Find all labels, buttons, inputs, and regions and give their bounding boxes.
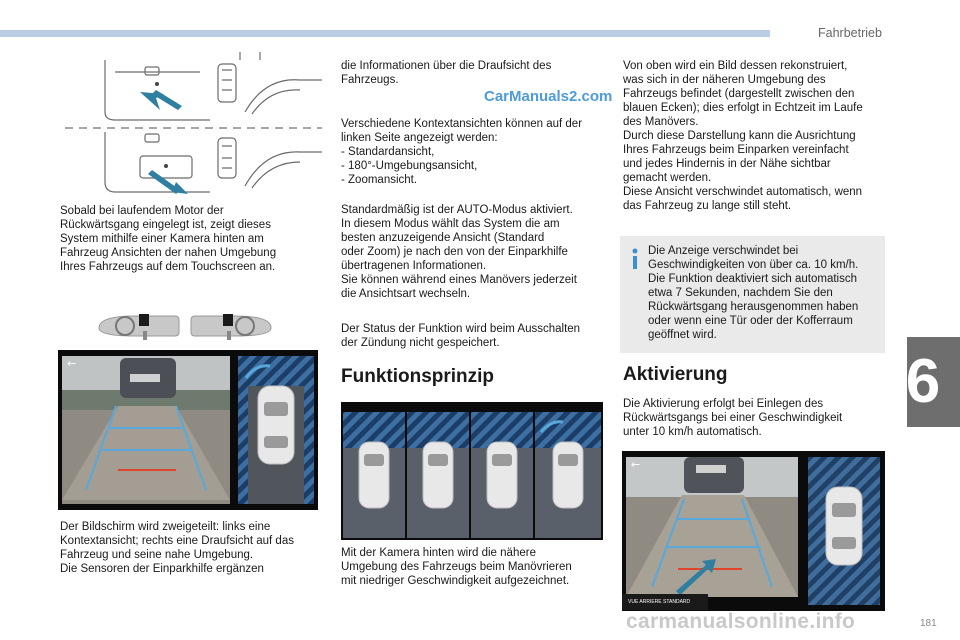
text-line: mit niedriger Geschwindigkeit aufgezeichnet. bbox=[341, 575, 570, 587]
views-list-paragraph bbox=[341, 117, 603, 187]
text-line: geöffnet wird. bbox=[648, 329, 717, 341]
text-line: die Ansichtsart wechseln. bbox=[341, 288, 471, 300]
text-line: Geschwindigkeiten von über ca. 10 km/h. bbox=[648, 259, 859, 271]
text-line: etwa 7 Sekunden, nachdem Sie den bbox=[648, 287, 833, 299]
list-item: - Standardansicht, bbox=[341, 146, 435, 158]
text-line: des Manövers. bbox=[623, 116, 699, 128]
text-line: übertragenen Informationen. bbox=[341, 260, 487, 272]
header-accent-bar bbox=[0, 30, 770, 37]
camera-recording-paragraph bbox=[341, 546, 603, 588]
text-line: Fahrzeug und seine nahe Umgebung. bbox=[60, 549, 254, 561]
text-line: Ihres Fahrzeugs auf dem Touchscreen an. bbox=[60, 261, 276, 273]
text-line: die Informationen über die Draufsicht des bbox=[341, 60, 552, 72]
svg-text:←: ← bbox=[631, 458, 641, 471]
text-line: Verschiedene Kontextansichten können auf der bbox=[341, 118, 583, 130]
text-line: Die Funktion deaktiviert sich automatisch bbox=[648, 273, 858, 285]
reconstruction-paragraph bbox=[623, 59, 885, 213]
svg-text:←: ← bbox=[67, 357, 77, 370]
text-line: und jedes Hindernis in der Nähe sichtbar bbox=[623, 158, 831, 170]
text-line: Fahrzeugs. bbox=[341, 74, 399, 86]
info-icon bbox=[628, 248, 642, 270]
van-rear-camera-illustration bbox=[60, 52, 322, 198]
text-line: Fahrzeugs befindet (dargestellt zwischen den bbox=[623, 88, 855, 100]
camera-display-screen bbox=[58, 350, 318, 510]
text-line: Die Anzeige verschwindet bei bbox=[648, 245, 799, 257]
text-line: oder wenn eine Tür oder der Kofferraum bbox=[648, 315, 853, 327]
text-line: In diesem Modus wählt das System die am bbox=[341, 218, 560, 230]
activation-display-screen bbox=[622, 451, 885, 611]
footer-watermark: carmanualsonline.info bbox=[626, 610, 856, 633]
heading-aktivierung: Aktivierung bbox=[623, 364, 728, 385]
text-line: Standardmäßig ist der AUTO-Modus aktiviert. bbox=[341, 204, 573, 216]
text-line: was sich in der näheren Umgebung des bbox=[623, 74, 826, 86]
watermark-text: CarManuals2.com bbox=[484, 88, 613, 105]
section-title: Fahrbetrieb bbox=[818, 26, 882, 40]
text-line: oder Zoom) je nach den von der Einparkhilfe bbox=[341, 246, 568, 258]
intro-paragraph bbox=[60, 204, 320, 274]
activation-paragraph bbox=[623, 397, 885, 439]
steering-camera-icons bbox=[95, 306, 275, 346]
auto-mode-paragraph bbox=[341, 203, 603, 301]
text-line: Mit der Kamera hinten wird die nähere bbox=[341, 547, 536, 559]
text-line: das Fahrzeug zu lange still steht. bbox=[623, 200, 792, 212]
chapter-number: 6 bbox=[905, 347, 941, 416]
page-number: 181 bbox=[920, 618, 937, 629]
text-line: Rückwärtsgang eingelegt ist, zeigt dieses bbox=[60, 219, 271, 231]
text-line: Die Sensoren der Einparkhilfe ergänzen bbox=[60, 563, 264, 575]
continued-paragraph bbox=[341, 59, 603, 87]
text-line: Von oben wird ein Bild dessen rekonstruiert, bbox=[623, 60, 848, 72]
text-line: Sie können während eines Manövers jederzeit bbox=[341, 274, 577, 286]
text-line: besten anzuzeigende Ansicht (Standard bbox=[341, 232, 545, 244]
text-line: Der Status der Funktion wird beim Ausschalten bbox=[341, 323, 581, 335]
screen-view-label: VUE ARRIERE STANDARD bbox=[628, 599, 691, 605]
info-text bbox=[648, 244, 880, 342]
split-screen-paragraph bbox=[60, 520, 325, 576]
text-line: unter 10 km/h automatisch. bbox=[623, 426, 762, 438]
text-line: Rückwärtsgang herausgenommen haben bbox=[648, 301, 859, 313]
text-line: der Zündung nicht gespeichert. bbox=[341, 337, 500, 349]
list-item: - Zoomansicht. bbox=[341, 174, 418, 186]
text-line: Sobald bei laufendem Motor der bbox=[60, 205, 224, 217]
text-line: Rückwärtsgangs bei einer Geschwindigkeit bbox=[623, 412, 843, 424]
top-view-sequence-image bbox=[341, 402, 603, 540]
status-paragraph bbox=[341, 322, 603, 350]
text-line: System mithilfe einer Kamera hinten am bbox=[60, 233, 264, 245]
list-item: - 180°-Umgebungsansicht, bbox=[341, 160, 478, 172]
info-box bbox=[620, 236, 885, 353]
text-line: Der Bildschirm wird zweigeteilt: links eine bbox=[60, 521, 271, 533]
text-line: Ihres Fahrzeugs beim Einparken vereinfacht bbox=[623, 144, 849, 156]
text-line: blauen Ecken); dies erfolgt in Echtzeit im Laufe bbox=[623, 102, 863, 114]
text-line: gemacht werden. bbox=[623, 172, 712, 184]
text-line: Kontextansicht; rechts eine Draufsicht auf das bbox=[60, 535, 294, 547]
text-line: Diese Ansicht verschwindet automatisch, wenn bbox=[623, 186, 863, 198]
heading-funktionsprinzip: Funktionsprinzip bbox=[341, 366, 495, 387]
text-line: linken Seite angezeigt werden: bbox=[341, 132, 498, 144]
text-line: Durch diese Darstellung kann die Ausrichtung bbox=[623, 130, 856, 142]
text-line: Die Aktivierung erfolgt bei Einlegen des bbox=[623, 398, 824, 410]
text-line: Umgebung des Fahrzeugs beim Manövrieren bbox=[341, 561, 572, 573]
text-line: Fahrzeug Ansichten der nahen Umgebung bbox=[60, 247, 277, 259]
